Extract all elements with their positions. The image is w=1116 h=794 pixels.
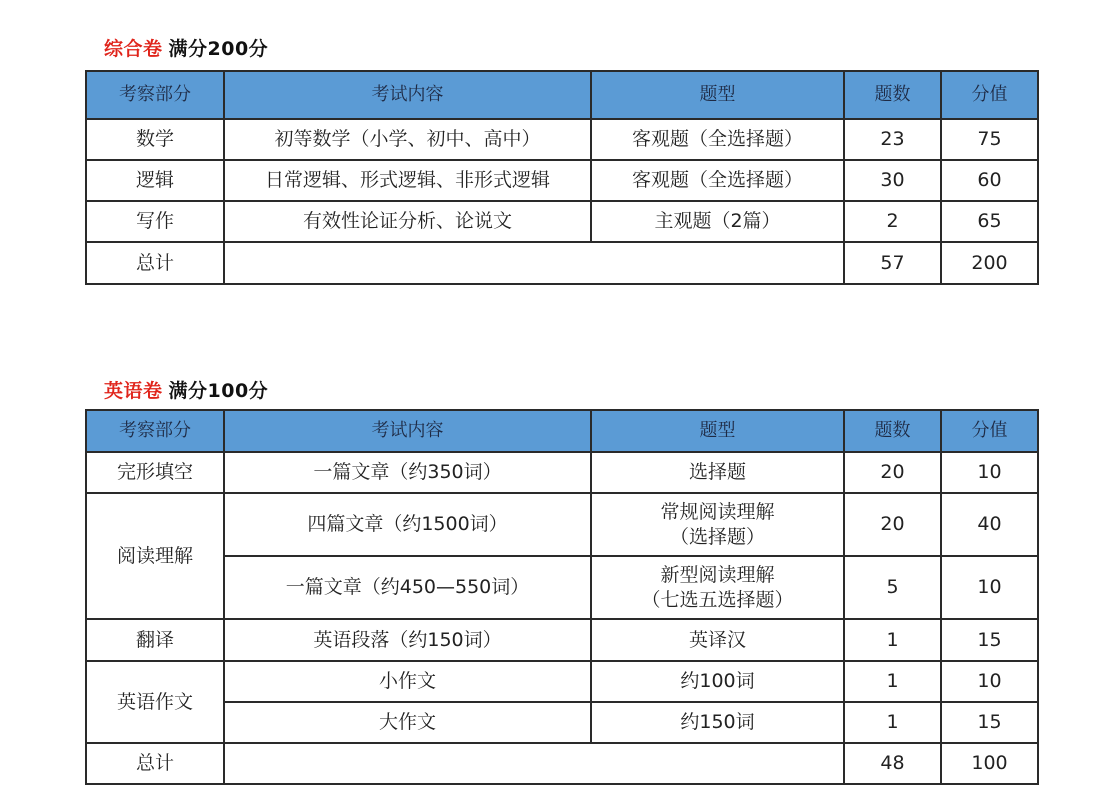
table-row [86,160,1038,201]
total-score: 100 [941,743,1038,784]
row-part: 完形填空 [86,452,224,493]
row-score: 10 [941,452,1038,493]
row-content: 四篇文章（约1500词） [224,493,591,556]
row-count: 1 [844,619,941,661]
table-row [86,119,1038,160]
row-type: 主观题（2篇） [591,201,844,242]
row-content: 一篇文章（约350词） [224,452,591,493]
row-type: 客观题（全选择题） [591,160,844,201]
row-type: 约100词 [591,661,844,702]
table-row [86,661,1038,702]
row-count: 20 [844,493,941,556]
table-row [86,201,1038,242]
row-content: 一篇文章（约450—550词） [224,556,591,619]
row-type [591,556,844,619]
row-count: 2 [844,201,941,242]
row-score: 75 [941,119,1038,160]
row-content: 英语段落（约150词） [224,619,591,661]
total-empty-cell [224,242,844,284]
row-score: 15 [941,702,1038,743]
row-type: 英译汉 [591,619,844,661]
row-score: 15 [941,619,1038,661]
header-type: 题型 [591,71,844,119]
total-label: 总计 [86,242,224,284]
section2-title-score: 满分100分 [168,380,269,402]
row-score: 60 [941,160,1038,201]
row-content: 日常逻辑、形式逻辑、非形式逻辑 [224,160,591,201]
total-count: 48 [844,743,941,784]
table-row [86,556,1038,619]
row-part: 数学 [86,119,224,160]
row-type-line2: （选择题） [669,525,765,548]
table-row [86,452,1038,493]
total-row [86,242,1038,284]
row-type: 约150词 [591,702,844,743]
english-exam-table [85,409,1039,785]
header-count: 题数 [844,71,941,119]
row-score: 10 [941,661,1038,702]
total-label: 总计 [86,743,224,784]
row-score: 65 [941,201,1038,242]
row-count: 30 [844,160,941,201]
row-part: 翻译 [86,619,224,661]
total-score: 200 [941,242,1038,284]
row-type-line1: 新型阅读理解 [660,563,775,586]
row-type [591,493,844,556]
header-type: 题型 [591,410,844,452]
section2-title-name: 英语卷 [104,380,163,402]
table-row [86,619,1038,661]
row-type-line1: 常规阅读理解 [660,500,775,523]
table-header-row [86,71,1038,119]
row-content: 有效性论证分析、论说文 [224,201,591,242]
header-score: 分值 [941,410,1038,452]
row-score: 40 [941,493,1038,556]
row-count: 20 [844,452,941,493]
header-score: 分值 [941,71,1038,119]
total-empty-cell [224,743,844,784]
row-count: 1 [844,702,941,743]
comprehensive-exam-table [85,70,1039,285]
header-part: 考察部分 [86,71,224,119]
row-count: 23 [844,119,941,160]
row-part: 英语作文 [86,661,224,743]
row-content: 初等数学（小学、初中、高中） [224,119,591,160]
section1-title [104,34,268,61]
row-content: 大作文 [224,702,591,743]
section2-title [104,376,268,403]
total-count: 57 [844,242,941,284]
row-part: 阅读理解 [86,493,224,619]
table-row [86,493,1038,556]
header-content: 考试内容 [224,410,591,452]
row-part: 逻辑 [86,160,224,201]
row-count: 5 [844,556,941,619]
row-type: 客观题（全选择题） [591,119,844,160]
row-type: 选择题 [591,452,844,493]
header-content: 考试内容 [224,71,591,119]
table-header-row [86,410,1038,452]
total-row [86,743,1038,784]
row-type-line2: （七选五选择题） [641,588,794,611]
section1-title-name: 综合卷 [104,38,163,60]
header-count: 题数 [844,410,941,452]
row-count: 1 [844,661,941,702]
row-score: 10 [941,556,1038,619]
row-content: 小作文 [224,661,591,702]
header-part: 考察部分 [86,410,224,452]
table-row [86,702,1038,743]
section1-title-score: 满分200分 [168,38,269,60]
row-part: 写作 [86,201,224,242]
